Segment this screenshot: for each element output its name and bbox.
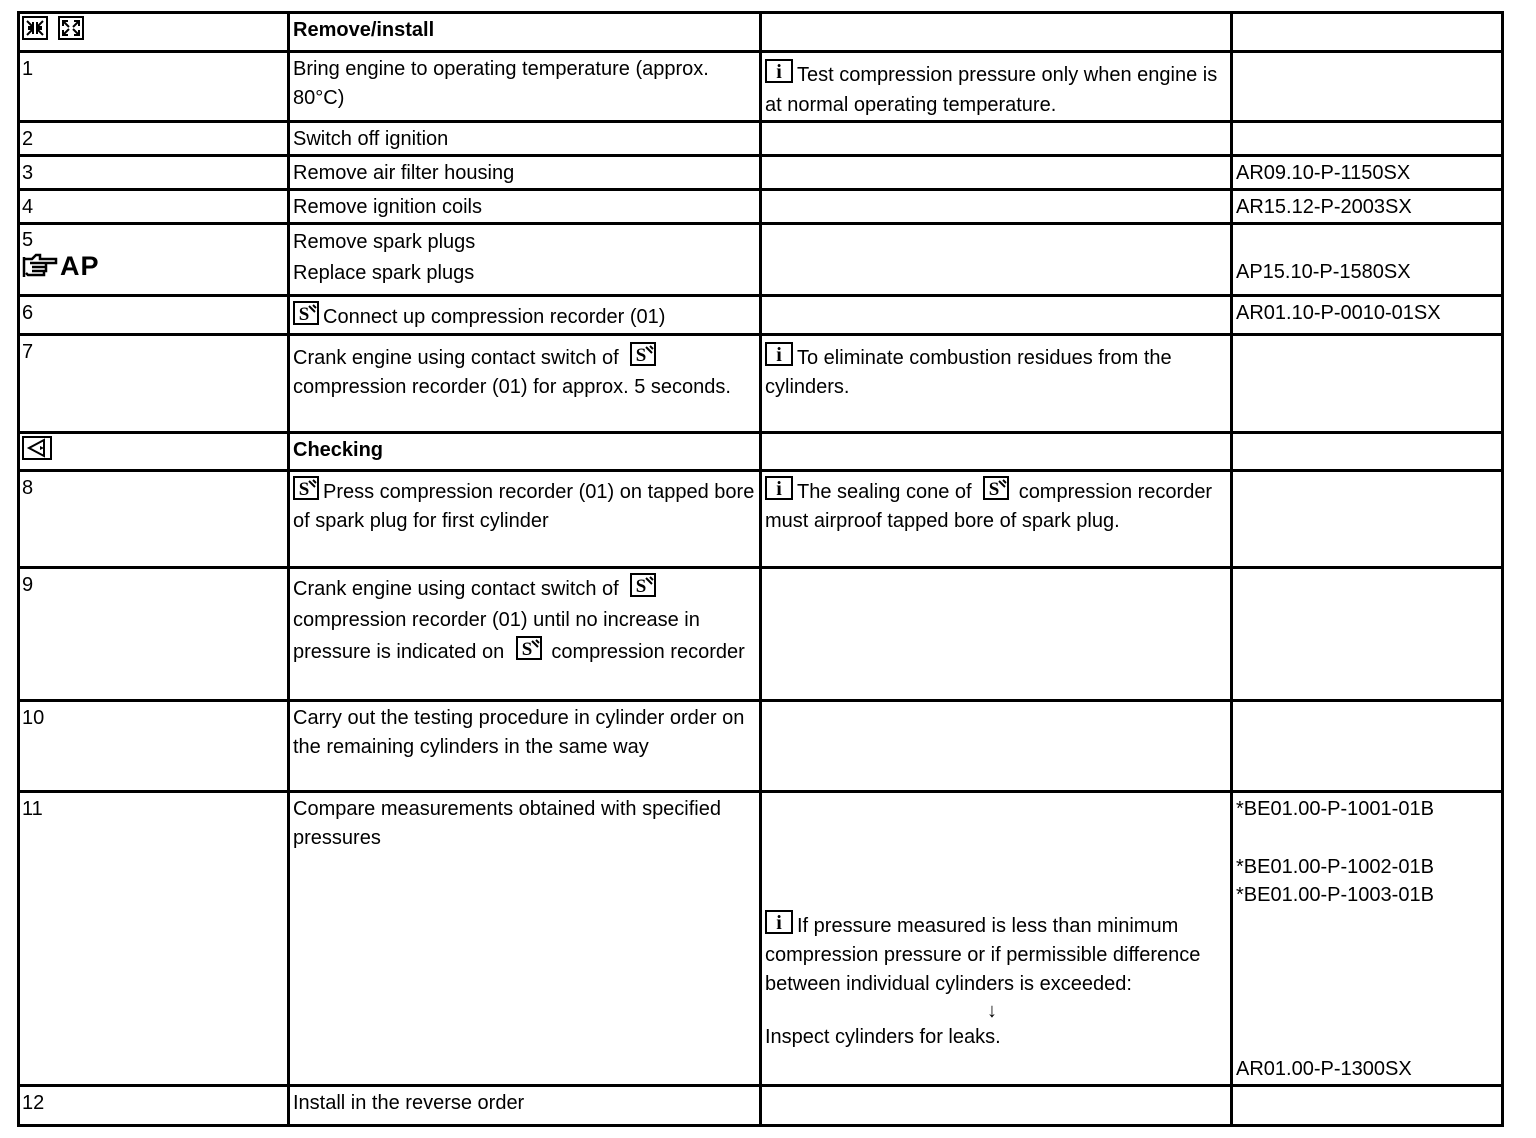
step-number-cell [19, 224, 289, 296]
remove-icon [22, 16, 48, 40]
note-cell [761, 335, 1232, 433]
step-text-cell: Crank engine using contact switch of S compression recorder (01) for approx. 5 seconds. [289, 335, 761, 433]
checking-icon-cell [19, 433, 289, 471]
info-icon [765, 342, 793, 366]
step-number: 9 [19, 568, 289, 701]
svg-text:S: S [988, 479, 1000, 500]
step-number: 10 [19, 701, 289, 792]
table-row [19, 471, 1503, 568]
step-text-cell: Crank engine using contact switch of S compression recorder (01) until no increase in pressure is indicated on S compression recorder [289, 568, 761, 701]
step-number: 11 [19, 792, 289, 1086]
section-title: Checking [289, 433, 761, 471]
table-row [19, 122, 1503, 156]
section-header-checking [19, 433, 1503, 471]
step-text: Switch off ignition [289, 122, 761, 156]
table-row [19, 701, 1503, 792]
special-tool-icon [630, 573, 656, 597]
table-row [19, 568, 1503, 701]
svg-text:S: S [636, 576, 647, 597]
svg-text:S: S [298, 304, 310, 325]
special-tool-icon [630, 342, 656, 366]
checking-icon [22, 436, 52, 460]
step-text: Remove ignition coils [289, 190, 761, 224]
svg-text:S: S [298, 479, 310, 500]
table-row [19, 1086, 1503, 1126]
info-icon [765, 476, 793, 500]
table-row [19, 190, 1503, 224]
install-icon [58, 16, 84, 40]
special-tool-icon [983, 476, 1009, 500]
reference-code: AR15.12-P-2003SX [1232, 190, 1503, 224]
table-row [19, 224, 1503, 296]
step-text: Press compression recorder (01) on tapped bore of spark plug for first cylinder [293, 481, 755, 532]
pointing-hand-icon [22, 253, 60, 279]
step-text: Bring engine to operating temperature (approx. 80°C) [289, 52, 761, 122]
note-cell [761, 52, 1232, 122]
step-number: 7 [19, 335, 289, 433]
step-number: 6 [19, 296, 289, 335]
ap-marker [22, 253, 285, 282]
step-text: Remove air filter housing [289, 156, 761, 190]
svg-text:i: i [776, 61, 782, 83]
step-number: 5 [22, 229, 34, 251]
note-text: Test compression pressure only when engine is at normal operating temperature. [765, 64, 1218, 116]
special-tool-icon [516, 636, 542, 660]
step-text: Remove spark plugs Replace spark plugs [289, 224, 761, 296]
special-tool-icon [293, 476, 319, 500]
special-tool-icon [293, 301, 319, 325]
note-text: Inspect cylinders for leaks. [765, 1026, 1001, 1048]
svg-text:i: i [776, 344, 782, 366]
reference-codes [1232, 792, 1503, 1086]
reference-code: *BE01.00-P-1003-01B [1236, 884, 1434, 906]
reference-code: *BE01.00-P-1001-01B [1236, 798, 1434, 820]
reference-code: AR09.10-P-1150SX [1232, 156, 1503, 190]
section-title: Remove/install [289, 13, 761, 52]
svg-text:i: i [776, 912, 782, 934]
step-number: 1 [19, 52, 289, 122]
table-row [19, 335, 1503, 433]
procedure-table [17, 11, 1504, 1127]
step-number: 8 [19, 471, 289, 568]
reference-code: *BE01.00-P-1002-01B [1236, 856, 1434, 878]
svg-text:S: S [636, 345, 647, 366]
step-text: Compare measurements obtained with specified pressures [289, 792, 761, 1086]
step-number: 12 [19, 1086, 289, 1126]
step-text-cell [289, 471, 761, 568]
note-text: If pressure measured is less than minimum compression pressure or if permissible difference between individual cylinders is exceeded: [765, 915, 1201, 995]
step-number: 2 [19, 122, 289, 156]
step-text: Connect up compression recorder (01) [323, 306, 666, 328]
table-row [19, 52, 1503, 122]
reference-code: AP15.10-P-1580SX [1232, 224, 1503, 296]
svg-text:i: i [776, 478, 782, 500]
step-text-cell [289, 296, 761, 335]
table-row [19, 792, 1503, 1086]
table-row [19, 156, 1503, 190]
reference-code: AR01.10-P-0010-01SX [1232, 296, 1503, 335]
remove-install-icons-cell [19, 13, 289, 52]
note-cell [761, 792, 1232, 1086]
note-cell: i The sealing cone of S compression recorder must airproof tapped bore of spark plug. [761, 471, 1232, 568]
step-number: 3 [19, 156, 289, 190]
note-text: To eliminate combustion residues from the cylinders. [765, 347, 1172, 398]
reference-code: AR01.00-P-1300SX [1236, 1058, 1412, 1080]
step-text: Carry out the testing procedure in cylinder order on the remaining cylinders in the same way [289, 701, 761, 792]
info-icon [765, 59, 793, 83]
step-number: 4 [19, 190, 289, 224]
section-header-remove-install [19, 13, 1503, 52]
svg-text:S: S [521, 639, 533, 660]
ap-label: AP [60, 251, 100, 281]
step-text: Install in the reverse order [289, 1086, 761, 1126]
info-icon [765, 910, 793, 934]
arrow-down-icon: ↓ [987, 1000, 997, 1022]
table-row [19, 296, 1503, 335]
